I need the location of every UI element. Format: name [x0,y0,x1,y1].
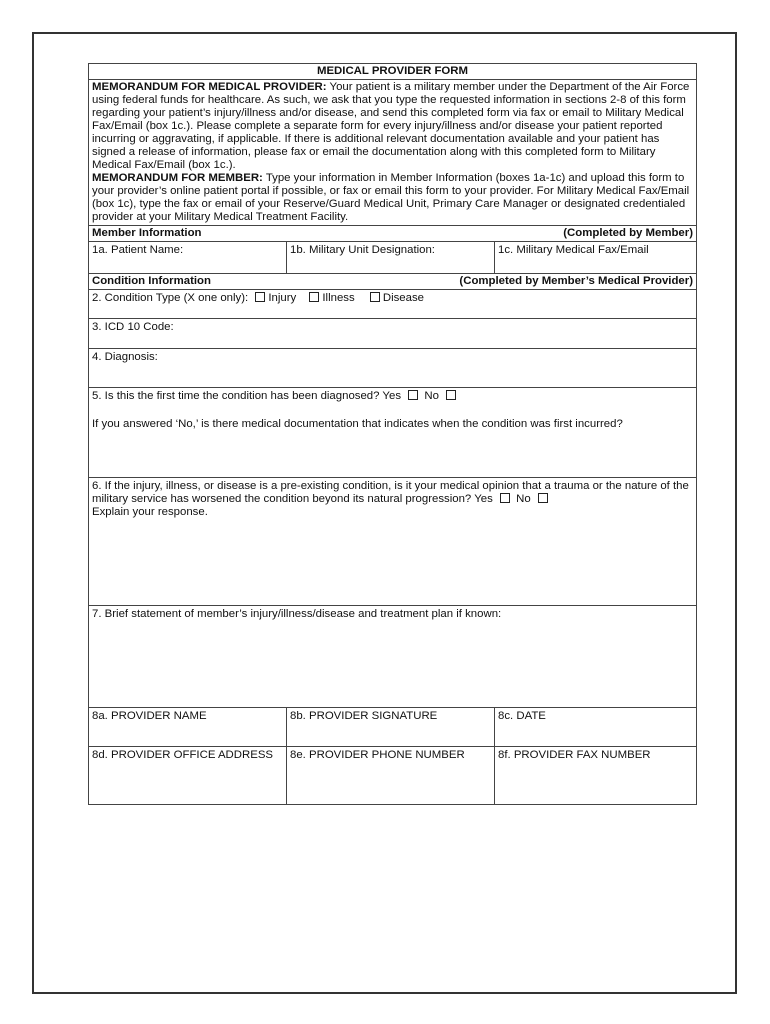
medical-fax-email-field[interactable] [495,242,696,273]
q5-yes-checkbox[interactable] [408,390,418,400]
q6-yes-checkbox[interactable] [500,493,510,503]
provider-signature-field[interactable] [287,708,495,746]
question-6-block [89,478,696,606]
injury-label: Injury [268,292,297,304]
memo-provider-text: Your patient is a military member under the Department of the Air Force using federal funds for healthcare. As such, we ask that you type the requested information in sections 2-8 of this form regarding your patient’s injury/illness and/or disease, and send this completed form via fax or email to Military Medical Fax/Email (box 1c.). Please complete a separate form for every injury/illness and/or disease your patient reported incurring or aggravating, if applicable. If there is additional relevant documentation available and your patient has signed a release of information, please fax or email the documentation along with this completed form to Military Medical Fax/Email (box 1c.). [92,81,690,171]
provider-date-field[interactable] [495,708,696,746]
form-title: MEDICAL PROVIDER FORM [89,64,696,80]
q6-no-checkbox[interactable] [538,493,548,503]
provider-date-label: 8c. DATE [498,710,546,722]
condition-info-header [89,274,696,290]
disease-checkbox[interactable] [370,292,380,302]
memo-provider-label: MEMORANDUM FOR MEDICAL PROVIDER: [92,81,327,93]
unit-designation-field[interactable] [287,242,495,273]
disease-label: Disease [382,292,425,304]
medical-fax-email-label: 1c. Military Medical Fax/Email [498,244,649,256]
condition-type-label: 2. Condition Type (X one only): [92,292,249,304]
memo-member-text: Type your information in Member Information (boxes 1a-1c) and upload this form to your provider’s online patient portal if possible, or fax or email this form to your provider. For Military Medical Fax/Email (box 1c), type the fax or email of your Reserve/Guard Medical Unit, Primary Care Manager or designated credentialed provider at your Military Medical Treatment Facility. [92,172,690,223]
condition-info-heading: Condition Information [92,275,211,287]
illness-checkbox[interactable] [309,292,319,302]
q7-text: 7. Brief statement of member’s injury/illness/disease and treatment plan if known: [92,608,502,620]
q5-followup-text: If you answered ‘No,’ is there medical documentation that indicates when the condition was first incurred? [92,418,623,430]
unit-designation-label: 1b. Military Unit Designation: [290,244,435,256]
member-info-heading: Member Information [92,227,202,239]
provider-office-address-field[interactable] [89,747,287,804]
q6-text: 6. If the injury, illness, or disease is a pre-existing condition, is it your medical opinion that a trauma or the nature of the military service has worsened the condition beyond its natural progression? Yes [92,480,689,505]
injury-checkbox[interactable] [255,292,265,302]
provider-signature-label: 8b. PROVIDER SIGNATURE [290,710,438,722]
condition-info-completed-by: (Completed by Member’s Medical Provider) [459,275,693,287]
diagnosis-label: 4. Diagnosis: [92,351,158,363]
question-5-block [89,388,696,478]
illness-label: Illness [322,292,355,304]
provider-fax-label: 8f. PROVIDER FAX NUMBER [498,749,651,761]
condition-type-row [89,290,696,319]
q5-no-checkbox[interactable] [446,390,456,400]
provider-name-label: 8a. PROVIDER NAME [92,710,207,722]
member-info-row [89,242,696,274]
patient-name-label: 1a. Patient Name: [92,244,184,256]
member-info-header [89,226,696,242]
q5-text: 5. Is this the first time the condition has been diagnosed? Yes [92,390,402,402]
q6-no-label: No [516,493,531,505]
document-page [32,32,737,994]
q5-no-label: No [424,390,439,402]
provider-row-2 [89,747,696,804]
diagnosis-field[interactable] [89,349,696,388]
provider-phone-field[interactable] [287,747,495,804]
memorandum-block [89,80,696,226]
q6-explain-text: Explain your response. [92,506,208,518]
provider-row-1 [89,708,696,747]
question-7-field[interactable] [89,606,696,708]
memo-member-label: MEMORANDUM FOR MEMBER: [92,172,263,184]
icd-code-field[interactable] [89,319,696,349]
medical-provider-form [88,63,697,805]
provider-office-address-label: 8d. PROVIDER OFFICE ADDRESS [92,749,274,761]
provider-name-field[interactable] [89,708,287,746]
icd-code-label: 3. ICD 10 Code: [92,321,174,333]
provider-fax-field[interactable] [495,747,696,804]
provider-phone-label: 8e. PROVIDER PHONE NUMBER [290,749,465,761]
patient-name-field[interactable] [89,242,287,273]
member-info-completed-by: (Completed by Member) [563,227,693,239]
